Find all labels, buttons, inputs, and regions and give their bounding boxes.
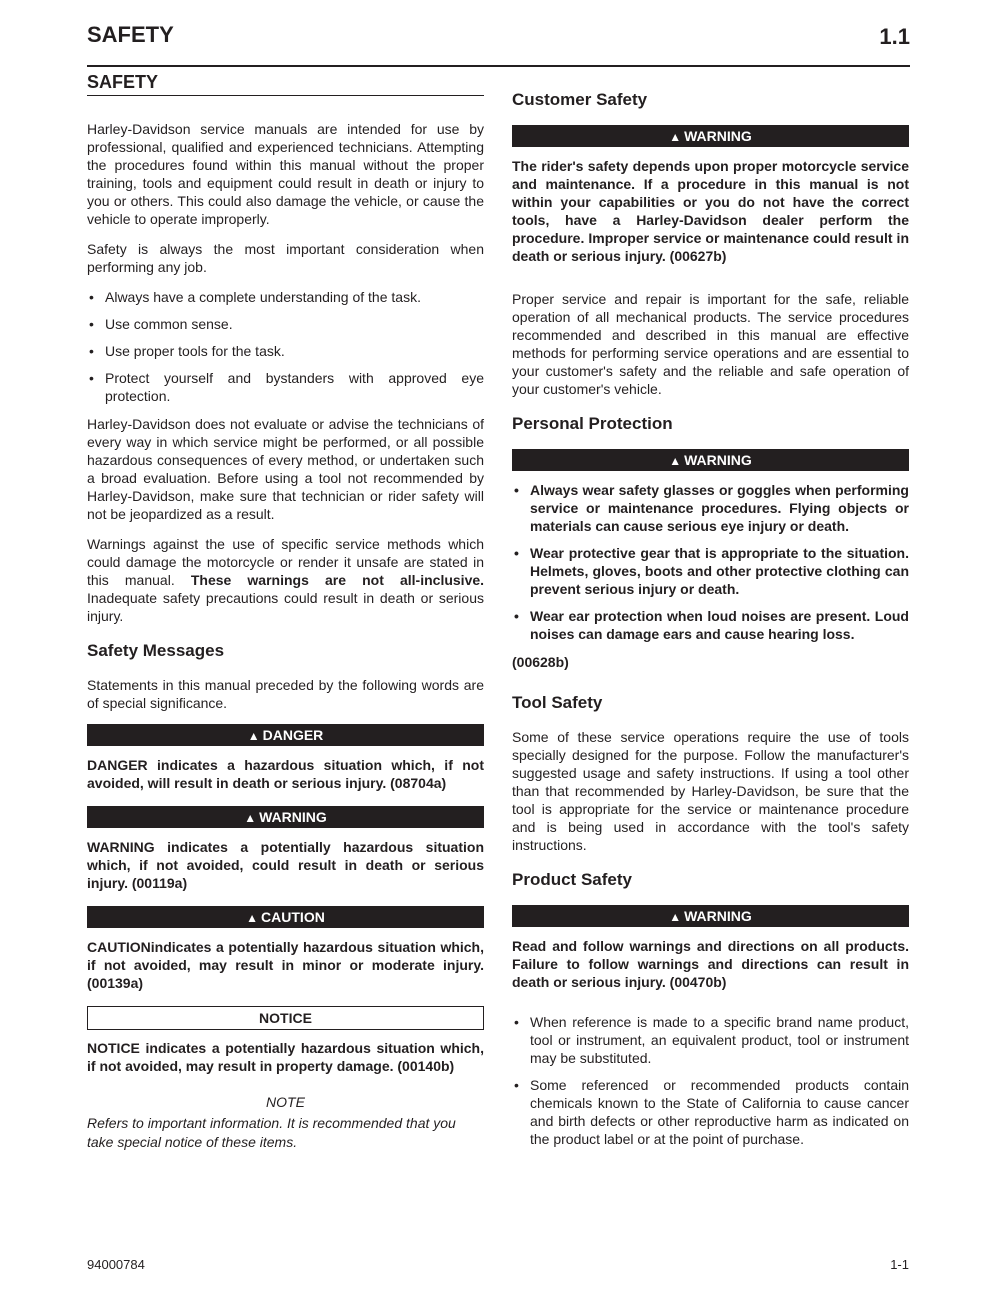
warning-triangle-icon: ▲ (669, 454, 682, 468)
product-warning-text: Read and follow warnings and directions on all products. Failure to follow warnings and directions can result in death or serious injury. (00470b) (512, 938, 909, 990)
caution-text: CAUTIONindicates a potentially hazardous situation which, if not avoided, may result in minor or moderate injury. (00139a) (87, 939, 484, 991)
list-item: • Wear ear protection when loud noises are present. Loud noises can damage ears and cause hearing loss. (512, 607, 909, 643)
list-item: • Always have a complete understanding of the task. (87, 288, 484, 306)
warnings-paragraph (87, 535, 484, 625)
left-column (87, 72, 484, 1152)
notice-text: NOTICE indicates a potentially hazardous situation which, if not avoided, may result in property damage. (00140b) (87, 1040, 484, 1074)
notice-banner: NOTICE (87, 1006, 484, 1030)
customer-paragraph: Proper service and repair is important for the safe, reliable operation of all mechanical products. The service procedures recommended and described in this manual are effective methods for performing service operations and are essential to your customer's safety and the reliable and safe operation of your customer's vehicle. (512, 291, 909, 397)
warning-triangle-icon: ▲ (246, 911, 259, 925)
danger-banner (87, 724, 484, 746)
warning-banner (512, 449, 909, 471)
list-item: • Use proper tools for the task. (87, 342, 484, 360)
right-column (512, 90, 909, 1158)
warning-text: WARNING indicates a potentially hazardous situation which, if not avoided, could result in death or serious injury. (00119a) (87, 839, 484, 891)
banner-label: WARNING (684, 128, 752, 144)
note-title: NOTE (266, 1094, 305, 1110)
note-text: Refers to important information. It is recommended that you take special notice of these items. (87, 1115, 456, 1150)
safety-bullet-list (87, 288, 484, 405)
product-safety-list (512, 1013, 909, 1148)
caution-banner (87, 906, 484, 928)
warning-triangle-icon: ▲ (244, 811, 257, 825)
list-item: • Wear protective gear that is appropriate to the situation. Helmets, gloves, boots and other protective clothing can prevent serious injury or death. (512, 544, 909, 598)
customer-safety-heading: Customer Safety (512, 90, 648, 109)
danger-text: DANGER indicates a hazardous situation which, if not avoided, will result in death or serious injury. (08704a) (87, 757, 484, 791)
warning-triangle-icon: ▲ (669, 910, 682, 924)
banner-label: WARNING (259, 809, 327, 825)
header-title: SAFETY (87, 22, 174, 47)
document-number: 94000784 (87, 1257, 145, 1272)
personal-protection-list (512, 481, 909, 643)
warning-triangle-icon: ▲ (669, 130, 682, 144)
list-item: • Use common sense. (87, 315, 484, 333)
intro-paragraph: Harley-Davidson service manuals are intended for use by professional, qualified and experienced technicians. Attempting the procedures found within this manual without the proper training, tools and equipment could result in death or injury to you or others. This could also damage the vehicle, or cause the vehicle to operate improperly. (87, 121, 484, 227)
tool-safety-heading: Tool Safety (512, 693, 603, 712)
warnings-bold-text: These warnings are not all-inclusive. (190, 572, 485, 588)
safety-messages-heading: Safety Messages (87, 641, 225, 660)
list-item: • Always wear safety glasses or goggles when performing service or maintenance procedures. Flying objects or materials can cause serious eye injury or death. (512, 481, 909, 535)
safety-paragraph: Safety is always the most important consideration when performing any job. (87, 241, 484, 275)
page-header (87, 20, 910, 67)
page-number: 1-1 (890, 1257, 909, 1272)
section-title: SAFETY (87, 72, 484, 96)
product-safety-heading: Product Safety (512, 870, 632, 889)
list-item: • Some referenced or recommended products contain chemicals known to the State of California to cause cancer and birth defects or other reproductive harm as indicated on the product label or at the point of purchase. (512, 1076, 909, 1148)
warnings-end-text: Inadequate safety precautions could result in death or serious injury. (87, 590, 484, 624)
warnings-text: Warnings against the use of specific service methods which could damage the motorcycle or render it unsafe are stated in this manual. (87, 536, 484, 588)
warning-banner (512, 905, 909, 927)
tool-safety-paragraph: Some of these service operations require the use of tools specially designed for the purpose. Follow the manufacturer's suggested usage and safety instructions. If using a tool other than that recommended by Harley-Davidson, be sure that the tool is appropriate for the service or maintenance procedure and is being used in accordance with the tool's safety instructions. (512, 729, 909, 853)
customer-warning-text: The rider's safety depends upon proper motorcycle service and maintenance. If a procedure in this manual is not within your capabilities or you do not have the correct tools, have a Harley-Davidson dealer perform the procedure. Improper service or maintenance could result in death or serious injury. (00627b) (512, 158, 909, 264)
banner-label: WARNING (684, 908, 752, 924)
warning-banner (87, 806, 484, 828)
personal-protection-heading: Personal Protection (512, 414, 673, 433)
personal-warning-code: (00628b) (512, 654, 569, 670)
list-item: • When reference is made to a specific brand name product, tool or instrument, an equivalent product, tool or instrument may be substituted. (512, 1013, 909, 1067)
warning-banner (512, 125, 909, 147)
banner-label: WARNING (684, 452, 752, 468)
safety-messages-intro: Statements in this manual preceded by the following words are of special significance. (87, 677, 484, 711)
warning-triangle-icon: ▲ (247, 729, 260, 743)
banner-label: CAUTION (261, 909, 325, 925)
evaluation-paragraph: Harley-Davidson does not evaluate or advise the technicians of every way in which service might be performed, or all possible hazardous consequences of every method, or undertaken such a broad evaluation. Before using a tool not recommended by Harley-Davidson, make sure that technician or rider safety will not be jeopardized as a result. (87, 416, 484, 522)
section-number: 1.1 (879, 24, 910, 49)
banner-label: DANGER (262, 727, 324, 743)
list-item: • Protect yourself and bystanders with approved eye protection. (87, 369, 484, 405)
